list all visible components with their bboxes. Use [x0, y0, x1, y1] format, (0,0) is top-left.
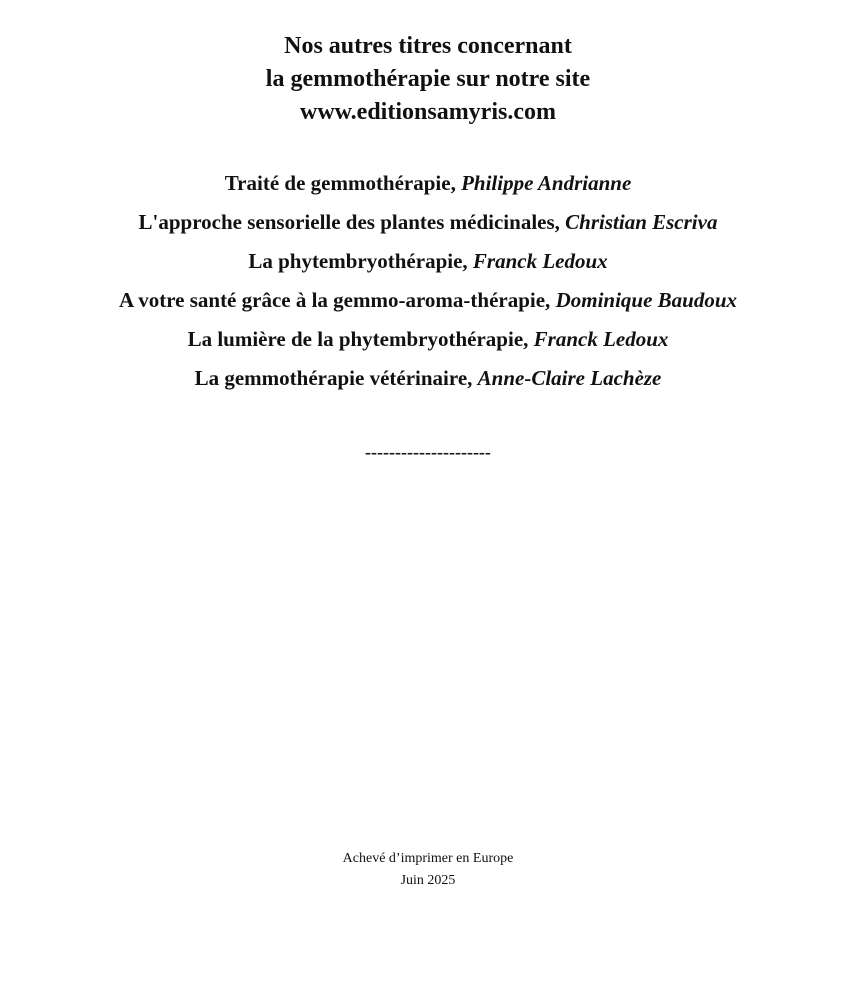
- book-title: A votre santé grâce à la gemmo-aroma-thérapie,: [118, 288, 556, 312]
- book-title: L'approche sensorielle des plantes médicinales,: [138, 210, 566, 234]
- website-url: www.editionsamyris.com: [300, 99, 556, 125]
- book-title: Traité de gemmothérapie,: [224, 171, 462, 195]
- book-author: Dominique Baudoux: [555, 288, 738, 312]
- title-entry: [0, 242, 856, 281]
- page-heading: [0, 30, 856, 129]
- book-title: La gemmothérapie vétérinaire,: [194, 366, 478, 390]
- title-entry: [0, 203, 856, 242]
- title-entry: [0, 281, 856, 320]
- book-author: Franck Ledoux: [472, 249, 608, 273]
- heading-line-1: Nos autres titres concernant: [284, 33, 572, 59]
- book-author: Christian Escriva: [565, 210, 718, 234]
- heading-line-2: la gemmothérapie sur notre site: [265, 66, 591, 92]
- title-list: [0, 164, 856, 398]
- book-author: Philippe Andrianne: [461, 171, 632, 195]
- title-entry: [0, 320, 856, 359]
- printing-date: Juin 2025: [400, 873, 456, 888]
- book-author: Franck Ledoux: [533, 327, 669, 351]
- book-author: Anne-Claire Lachèze: [477, 366, 662, 390]
- dashed-separator: ---------------------: [365, 442, 491, 462]
- title-entry: [0, 164, 856, 203]
- book-title: La phytembryothérapie,: [248, 249, 473, 273]
- printing-note: Achevé d’imprimer en Europe: [342, 851, 514, 866]
- title-entry: [0, 359, 856, 398]
- book-title: La lumière de la phytembryothérapie,: [187, 327, 534, 351]
- colophon: [0, 848, 856, 892]
